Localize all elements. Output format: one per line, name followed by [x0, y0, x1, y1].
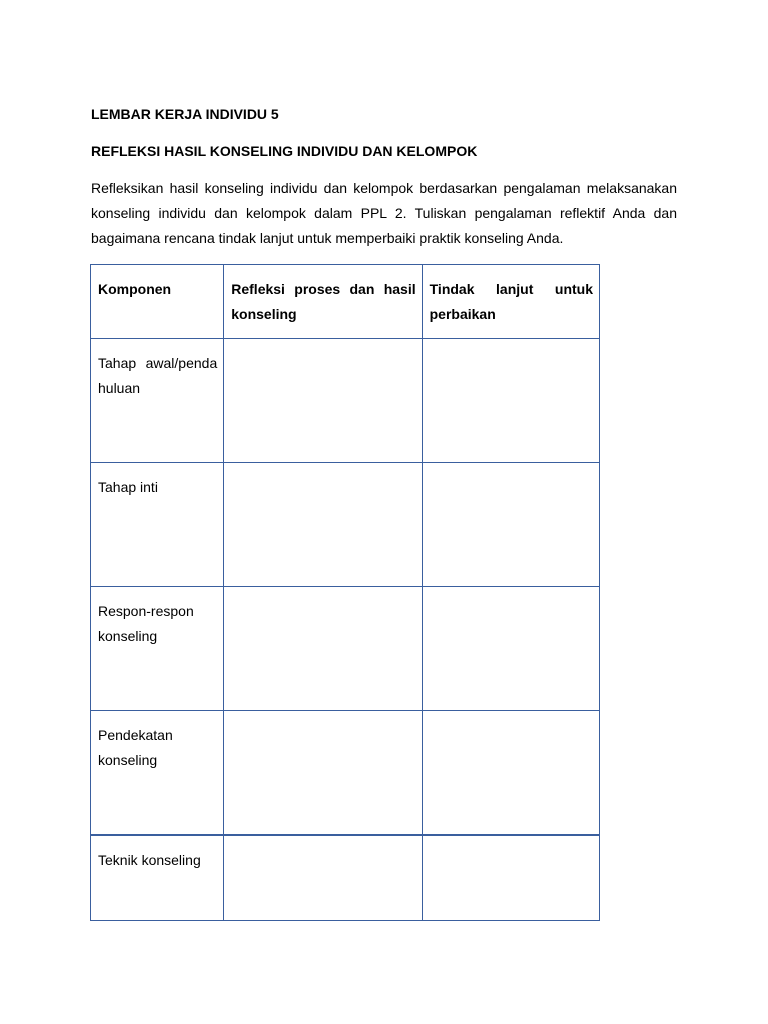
follow-up-cell[interactable] — [422, 587, 599, 711]
component-cell: Tahap awal/pendahuluan — [91, 339, 224, 463]
component-cell: Pendekatan konseling — [91, 711, 224, 835]
reflection-cell[interactable] — [224, 339, 422, 463]
table-row — [91, 339, 600, 463]
worksheet-subtitle: REFLEKSI HASIL KONSELING INDIVIDU DAN KELOMPOK — [91, 143, 478, 159]
header-reflection: Refleksi proses dan hasil konseling — [224, 265, 422, 339]
reflection-cell[interactable] — [224, 835, 422, 921]
table-row — [91, 587, 600, 711]
component-cell: Tahap inti — [91, 463, 224, 587]
follow-up-cell[interactable] — [422, 463, 599, 587]
reflection-table — [90, 264, 600, 921]
table-row — [91, 711, 600, 835]
instructions-paragraph: Refleksikan hasil konseling individu dan kelompok berdasarkan pengalaman melaksanakan konseling individu dan kelompok dalam PPL 2. Tuliskan pengalaman reflektif Anda dan bagaimana rencana tindak lanjut untuk memperbaiki praktik konseling Anda. — [91, 180, 677, 246]
reflection-cell[interactable] — [224, 463, 422, 587]
table-row — [91, 835, 600, 921]
header-follow-up: Tindak lanjut untuk perbaikan — [422, 265, 599, 339]
table-row — [91, 463, 600, 587]
reflection-cell[interactable] — [224, 711, 422, 835]
reflection-cell[interactable] — [224, 587, 422, 711]
component-cell: Teknik konseling — [91, 835, 224, 921]
table-header-row — [91, 265, 600, 339]
follow-up-cell[interactable] — [422, 835, 599, 921]
worksheet-title: LEMBAR KERJA INDIVIDU 5 — [91, 106, 279, 122]
header-component: Komponen — [91, 265, 224, 339]
follow-up-cell[interactable] — [422, 339, 599, 463]
component-cell: Respon-respon konseling — [91, 587, 224, 711]
follow-up-cell[interactable] — [422, 711, 599, 835]
